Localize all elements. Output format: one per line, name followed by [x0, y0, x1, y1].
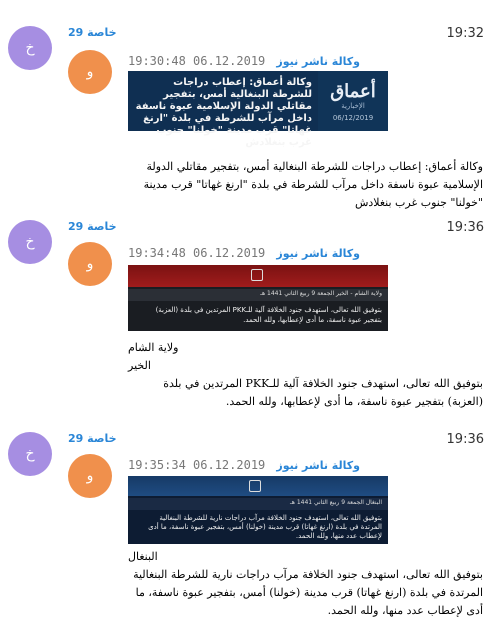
forward-avatar[interactable]: و — [68, 50, 112, 94]
forward-header — [128, 50, 360, 69]
forward-source-name[interactable]: وكالة ناشر نيوز — [276, 55, 360, 68]
thumbnail-band-text: البنغال الجمعة 9 ربيع الثاني 1441 هـ — [289, 499, 382, 506]
media-thumbnail[interactable] — [128, 476, 388, 544]
message-time: 19:36 — [446, 432, 484, 447]
message-caption: ولاية الشام الخير بتوفيق الله تعالى، استهدف جنود الخلافة آلية للـPKK المرتدين في بلدة (العزبة) بتفجير عبوة ناسفة، ما أدى لإعطابها، ولله الحمد. — [128, 341, 483, 408]
forward-source-name[interactable]: وكالة ناشر نيوز — [276, 459, 360, 472]
forward-header — [128, 242, 360, 261]
message-time: 19:32 — [446, 26, 484, 41]
message-time: 19:36 — [446, 220, 484, 235]
thumbnail-text: بتوفيق الله تعالى، استهدف جنود الخلافة مرآب دراجات نارية للشرطة البنغالية المرتدة في بلدة (ارنغ غهاتا) قرب مدينة (خولنا) أمس، بتفجير عبوة ناسفة، ما أدى لإعطاب عدد منها، ولله الحمد. — [148, 514, 382, 540]
message-3 — [0, 432, 494, 639]
message-2 — [0, 220, 494, 420]
thumbnail-text: بتوفيق الله تعالى، استهدف جنود الخلافة آلية للـPKK المرتدين في بلدة (العزبة) بتفجير عبوة ناسفة، ما أدى لإعطابها، ولله الحمد. — [155, 306, 382, 324]
sender-avatar[interactable]: خ — [8, 26, 52, 70]
emblem-icon — [249, 480, 261, 492]
sender-avatar[interactable]: خ — [8, 432, 52, 476]
forward-source-name[interactable]: وكالة ناشر نيوز — [276, 247, 360, 260]
media-thumbnail[interactable] — [128, 265, 388, 331]
forward-date: 19:35:34 06.12.2019 — [128, 458, 266, 472]
forward-avatar[interactable]: و — [68, 454, 112, 498]
media-thumbnail[interactable] — [128, 71, 388, 148]
amaq-logo: أعماق الإخبارية 06/12/2019 — [318, 71, 388, 131]
emblem-icon — [251, 269, 263, 281]
sender-name[interactable]: خاصة 29 — [68, 432, 117, 445]
forward-header — [128, 454, 360, 473]
message-caption: البنغال بتوفيق الله تعالى، استهدف جنود الخلافة مرآب دراجات نارية للشرطة البنغالية المرتدة في بلدة (ارنغ غهاتا) قرب مدينة (خولنا) أمس، بتفجير عبوة ناسفة، ما أدى لإعطاب عدد منها، ولله الحمد. — [128, 550, 483, 617]
sender-name[interactable]: خاصة 29 — [68, 220, 117, 233]
sender-avatar[interactable]: خ — [8, 220, 52, 264]
thumbnail-text: وكالة أعماق: إعطاب دراجات للشرطة البنغالية أمس، بتفجير مقاتلي الدولة الإسلامية عبوة ناسفة داخل مرآب للشرطة في بلدة "ارنغ غهاتا" قرب مدينة "خولنا" جنوب غرب بنغلادش — [135, 77, 312, 148]
forward-date: 19:30:48 06.12.2019 — [128, 54, 266, 68]
forward-date: 19:34:48 06.12.2019 — [128, 246, 266, 260]
sender-name[interactable]: خاصة 29 — [68, 26, 117, 39]
message-1 — [0, 0, 494, 209]
thumbnail-band-text: ولاية الشام - الخير الجمعة 9 ربيع الثاني 1441 هـ — [260, 290, 382, 297]
forward-avatar[interactable]: و — [68, 242, 112, 286]
message-caption: وكالة أعماق: إعطاب دراجات للشرطة البنغالية أمس، بتفجير مقاتلي الدولة الإسلامية عبوة ناسفة داخل مرآب للشرطة في بلدة "ارنغ غهاتا" قرب مدينة "خولنا" جنوب غرب بنغلادش — [143, 160, 483, 209]
